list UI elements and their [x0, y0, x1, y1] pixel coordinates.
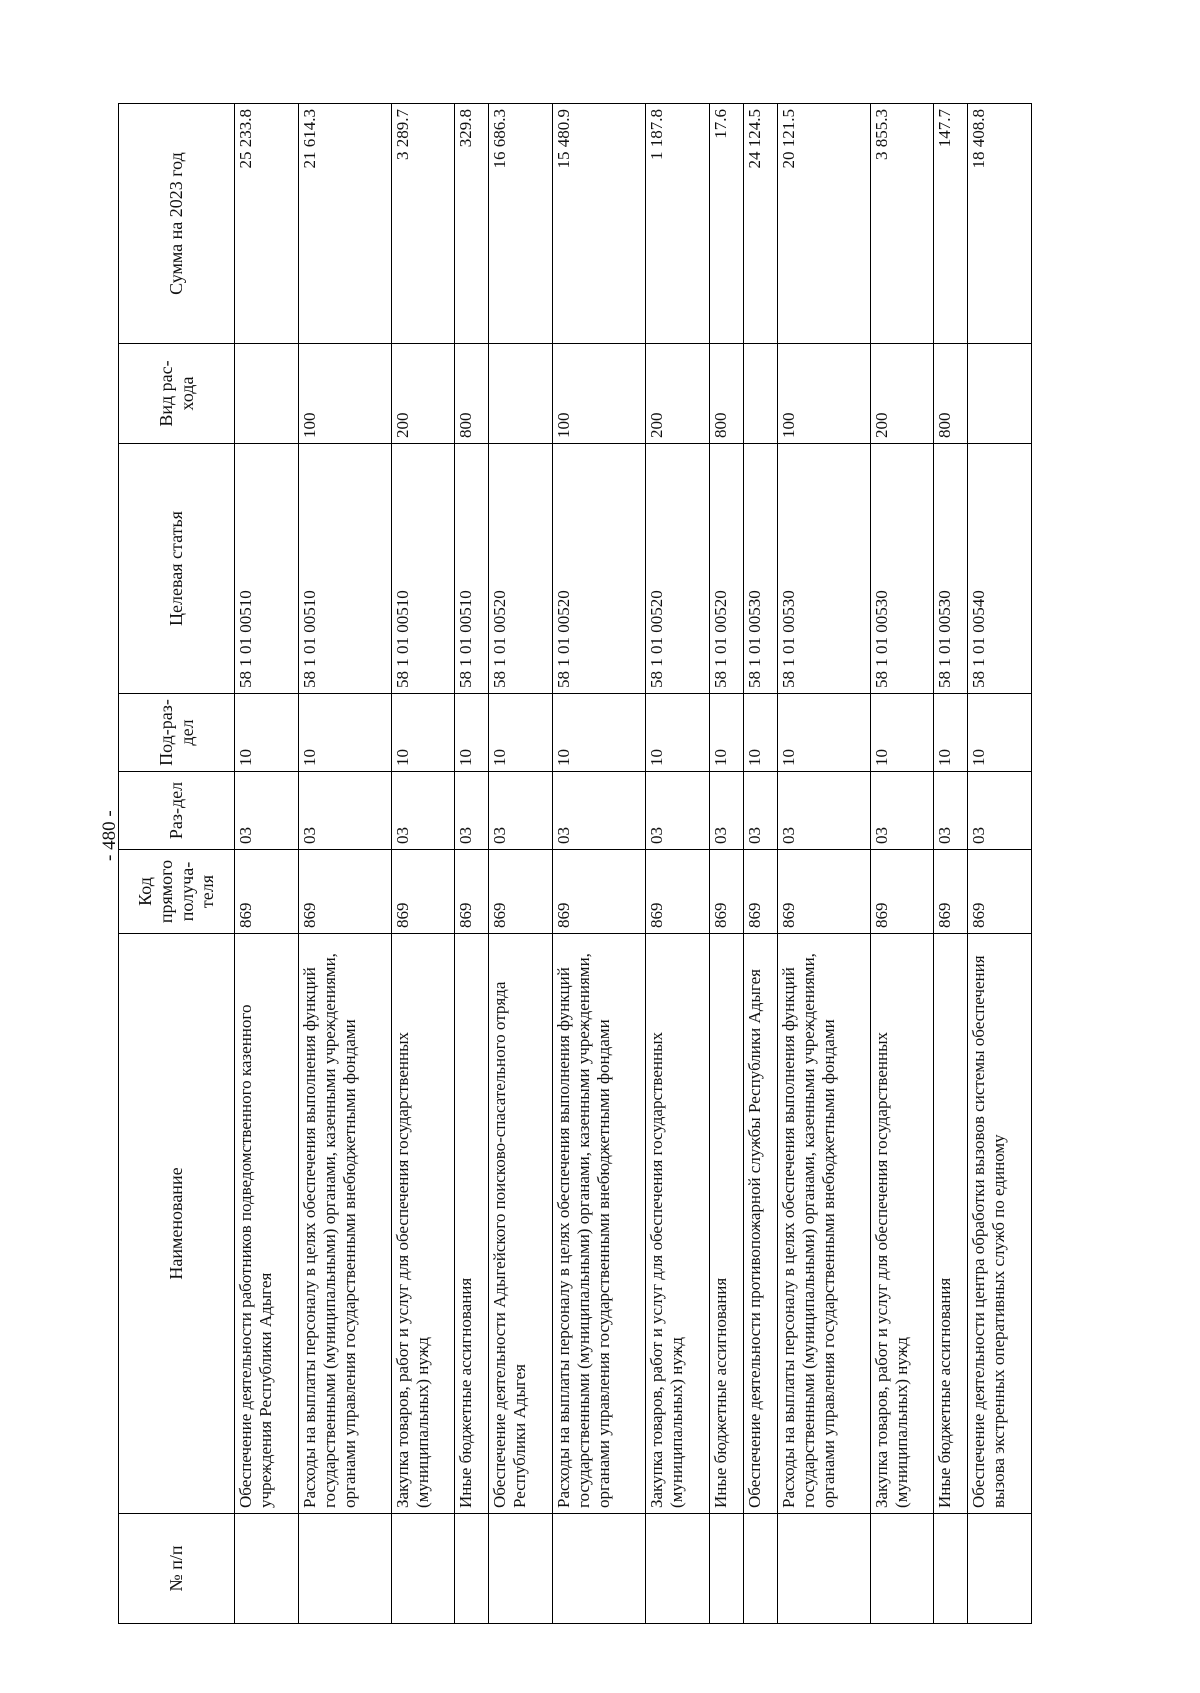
- budget-table: [118, 103, 1032, 1624]
- cell-no: [552, 1514, 645, 1624]
- cell-podrazdel: 10: [777, 694, 870, 772]
- cell-podrazdel: 10: [235, 694, 299, 772]
- cell-kod: 869: [552, 850, 645, 934]
- cell-kod: 869: [455, 850, 489, 934]
- cell-kod: 869: [968, 850, 1032, 934]
- cell-celevaya: 58 1 01 00510: [298, 444, 391, 694]
- cell-name: Обеспечение деятельности работников подведомственного казенного учреждения Республики Адыгея: [235, 934, 299, 1514]
- table-row: [777, 104, 870, 1624]
- cell-name: Расходы на выплаты персоналу в целях обеспечения выполнения функций государственными (муниципальными) органами, казенными учреждениями, органами управления государственными внебюджетными фондами: [777, 934, 870, 1514]
- cell-summa: 3 855.3: [870, 104, 934, 344]
- cell-no: [870, 1514, 934, 1624]
- table-row: [709, 104, 743, 1624]
- cell-celevaya: 58 1 01 00520: [552, 444, 645, 694]
- cell-celevaya: 58 1 01 00530: [870, 444, 934, 694]
- cell-vid: 800: [934, 344, 968, 444]
- cell-razdel: 03: [968, 772, 1032, 850]
- cell-razdel: 03: [934, 772, 968, 850]
- cell-summa: 21 614.3: [298, 104, 391, 344]
- cell-no: [743, 1514, 777, 1624]
- cell-podrazdel: 10: [552, 694, 645, 772]
- cell-razdel: 03: [391, 772, 455, 850]
- cell-kod: 869: [743, 850, 777, 934]
- cell-celevaya: 58 1 01 00540: [968, 444, 1032, 694]
- page-number: - 480 -: [99, 810, 120, 861]
- table-row: [455, 104, 489, 1624]
- cell-podrazdel: 10: [455, 694, 489, 772]
- cell-podrazdel: 10: [298, 694, 391, 772]
- table-header: [119, 104, 235, 1624]
- header-summa: Сумма на 2023 год: [119, 104, 235, 344]
- cell-podrazdel: 10: [391, 694, 455, 772]
- table-row: [646, 104, 710, 1624]
- cell-celevaya: 58 1 01 00530: [777, 444, 870, 694]
- table-row: [870, 104, 934, 1624]
- cell-summa: 329.8: [455, 104, 489, 344]
- cell-name: Закупка товаров, работ и услуг для обеспечения государственных (муниципальных) нужд: [646, 934, 710, 1514]
- cell-celevaya: 58 1 01 00530: [743, 444, 777, 694]
- cell-podrazdel: 10: [646, 694, 710, 772]
- cell-no: [646, 1514, 710, 1624]
- cell-kod: 869: [777, 850, 870, 934]
- header-razdel: Раз-дел: [119, 772, 235, 850]
- cell-name: Расходы на выплаты персоналу в целях обеспечения выполнения функций государственными (муниципальными) органами, казенными учреждениями, органами управления государственными внебюджетными фондами: [298, 934, 391, 1514]
- cell-kod: 869: [934, 850, 968, 934]
- cell-name: Закупка товаров, работ и услуг для обеспечения государственных (муниципальных) нужд: [870, 934, 934, 1514]
- cell-podrazdel: 10: [743, 694, 777, 772]
- cell-name: Обеспечение деятельности Адыгейского поисково-спасательного отряда Республики Адыгея: [489, 934, 553, 1514]
- cell-vid: [489, 344, 553, 444]
- cell-kod: 869: [870, 850, 934, 934]
- cell-vid: 200: [646, 344, 710, 444]
- cell-name: Расходы на выплаты персоналу в целях обеспечения выполнения функций государственными (муниципальными) органами, казенными учреждениями, органами управления государственными внебюджетными фондами: [552, 934, 645, 1514]
- cell-podrazdel: 10: [870, 694, 934, 772]
- cell-no: [934, 1514, 968, 1624]
- header-vid: Вид рас-хода: [119, 344, 235, 444]
- cell-no: [968, 1514, 1032, 1624]
- cell-summa: 1 187.8: [646, 104, 710, 344]
- rotated-page-content: [118, 104, 1032, 1624]
- cell-no: [489, 1514, 553, 1624]
- cell-kod: 869: [646, 850, 710, 934]
- cell-name: Закупка товаров, работ и услуг для обеспечения государственных (муниципальных) нужд: [391, 934, 455, 1514]
- table-row: [489, 104, 553, 1624]
- cell-name: Иные бюджетные ассигнования: [455, 934, 489, 1514]
- header-name: Наименование: [119, 934, 235, 1514]
- cell-vid: [968, 344, 1032, 444]
- cell-kod: 869: [391, 850, 455, 934]
- cell-razdel: 03: [552, 772, 645, 850]
- cell-celevaya: 58 1 01 00520: [709, 444, 743, 694]
- header-no: № п/п: [119, 1514, 235, 1624]
- cell-summa: 24 124.5: [743, 104, 777, 344]
- cell-razdel: 03: [298, 772, 391, 850]
- cell-kod: 869: [298, 850, 391, 934]
- cell-no: [777, 1514, 870, 1624]
- cell-razdel: 03: [646, 772, 710, 850]
- cell-vid: [235, 344, 299, 444]
- cell-celevaya: 58 1 01 00510: [391, 444, 455, 694]
- cell-razdel: 03: [777, 772, 870, 850]
- cell-celevaya: 58 1 01 00510: [235, 444, 299, 694]
- table-row: [934, 104, 968, 1624]
- cell-razdel: 03: [870, 772, 934, 850]
- cell-no: [455, 1514, 489, 1624]
- cell-razdel: 03: [455, 772, 489, 850]
- cell-summa: 3 289.7: [391, 104, 455, 344]
- cell-name: Иные бюджетные ассигнования: [709, 934, 743, 1514]
- cell-kod: 869: [235, 850, 299, 934]
- cell-vid: 100: [552, 344, 645, 444]
- table-row: [235, 104, 299, 1624]
- cell-name: Иные бюджетные ассигнования: [934, 934, 968, 1514]
- cell-razdel: 03: [709, 772, 743, 850]
- cell-no: [235, 1514, 299, 1624]
- cell-razdel: 03: [235, 772, 299, 850]
- cell-summa: 147.7: [934, 104, 968, 344]
- header-podrazdel: Под-раз-дел: [119, 694, 235, 772]
- table-row: [298, 104, 391, 1624]
- cell-celevaya: 58 1 01 00530: [934, 444, 968, 694]
- cell-podrazdel: 10: [934, 694, 968, 772]
- cell-podrazdel: 10: [968, 694, 1032, 772]
- cell-razdel: 03: [489, 772, 553, 850]
- cell-celevaya: 58 1 01 00510: [455, 444, 489, 694]
- header-celevaya: Целевая статья: [119, 444, 235, 694]
- cell-kod: 869: [489, 850, 553, 934]
- cell-no: [391, 1514, 455, 1624]
- table-row: [391, 104, 455, 1624]
- cell-summa: 20 121.5: [777, 104, 870, 344]
- cell-summa: 16 686.3: [489, 104, 553, 344]
- cell-podrazdel: 10: [709, 694, 743, 772]
- table-row: [552, 104, 645, 1624]
- cell-kod: 869: [709, 850, 743, 934]
- cell-name: Обеспечение деятельности центра обработки вызовов системы обеспечения вызова экстренных оперативных служб по единому: [968, 934, 1032, 1514]
- cell-vid: 100: [777, 344, 870, 444]
- cell-no: [298, 1514, 391, 1624]
- cell-summa: 18 408.8: [968, 104, 1032, 344]
- cell-vid: 200: [391, 344, 455, 444]
- cell-no: [709, 1514, 743, 1624]
- cell-summa: 25 233.8: [235, 104, 299, 344]
- cell-summa: 15 480.9: [552, 104, 645, 344]
- cell-razdel: 03: [743, 772, 777, 850]
- cell-name: Обеспечение деятельности противопожарной службы Республики Адыгея: [743, 934, 777, 1514]
- table-row: [968, 104, 1032, 1624]
- cell-celevaya: 58 1 01 00520: [489, 444, 553, 694]
- cell-summa: 17.6: [709, 104, 743, 344]
- table-row: [743, 104, 777, 1624]
- cell-vid: 100: [298, 344, 391, 444]
- cell-vid: 800: [455, 344, 489, 444]
- cell-podrazdel: 10: [489, 694, 553, 772]
- table-body: [235, 104, 1032, 1624]
- cell-celevaya: 58 1 01 00520: [646, 444, 710, 694]
- cell-vid: [743, 344, 777, 444]
- cell-vid: 200: [870, 344, 934, 444]
- cell-vid: 800: [709, 344, 743, 444]
- header-kod: Код прямого получа-теля: [119, 850, 235, 934]
